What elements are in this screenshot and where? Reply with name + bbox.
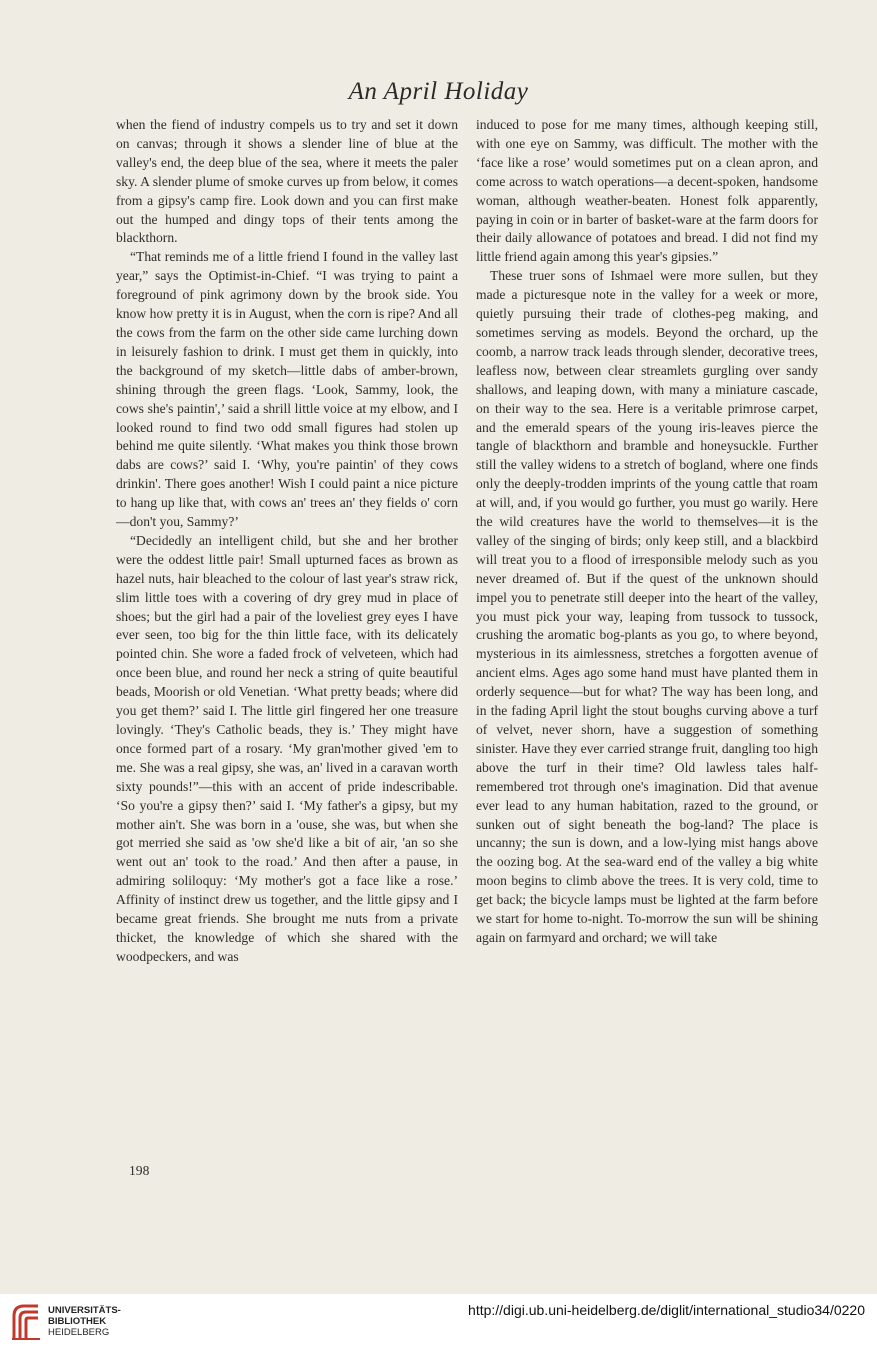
source-url-link[interactable]: http://digi.ub.uni-heidelberg.de/diglit/international_studio34/0220 xyxy=(468,1302,865,1318)
page-number: 198 xyxy=(129,1163,150,1178)
right-column xyxy=(476,116,818,948)
paragraph: These truer sons of Ishmael were more sullen, but they made a picturesque note in the valley for a week or more, quietly pursuing their trade of clothes-peg making, and sometimes serving as models. Beyond the orchard, up the coomb, a narrow track leads through slender, decorative trees, leafless now, between clear streamlets gurgling over sandy shallows, and leaping down, with many a miniature cascade, on their way to the sea. Here is a veritable primrose carpet, and the emerald spears of the young iris-leaves pierce the tangle of blackthorn and bramble and honeysuckle. Further still the valley widens to a stretch of bogland, where one finds only the deeply-trodden imprints of the young cattle that roam at will, and, if you would go further, you must go warily. Here the wild creatures have the world to themselves—it is the valley of the singing of birds; only keep still, and a blackbird will treat you to a flood of irresponsible melody such as you never dreamed of. But if the quest of the unknown should impel you to penetrate still deeper into the heart of the valley, you must pick your way, leaping from tussock to tussock, crushing the aromatic bog-plants as you go, to where beyond, mysterious in its aimlessness, stretches a forgotten avenue of ancient elms. Ages ago some hand must have planted them in orderly sequence—but for what? The way has been long, and in the fading April light the stout boughs curving above a turf of velvet, never shorn, have a suggestion of something sinister. Have they ever carried strange fruit, dangling too high above the turf in their time? Old lawless tales half-remembered trot through one's imagination. Did that avenue ever lead to any human habitation, razed to the ground, or sunken out of sight beneath the bog-land? The place is uncanny; the sun is down, and a low-lying mist hangs above the oozing bog. At the sea-ward end of the valley a big white moon begins to climb above the trees. It is very cold, time to get back; the bicycle lamps must be lighted at the farm before we start for home to-night. To-morrow the sun will be shining again on farmyard and orchard; we will take xyxy=(476,268,818,945)
paragraph: when the fiend of industry compels us to try and set it down on canvas; through it shows a slender line of blue at the valley's end, the deep blue of the sea, where it meets the paler sky. A slender plume of smoke curves up from below, it comes from a gipsy's camp fire. Look down and you can first make out the humped and dingy tops of their tents among the blackthorn. xyxy=(116,117,458,246)
running-title: An April Holiday xyxy=(348,78,529,105)
left-column xyxy=(116,116,458,967)
paragraph: induced to pose for me many times, although keeping still, with one eye on Sammy, was difficult. The mother with the ‘face like a rose’ would sometimes put on a clean apron, and come across to watch operations—a decent-spoken, handsome woman, although weather-beaten. Honest folk apparently, paying in coin or in barter of basket-ware at the farm doors for their daily allowance of potatoes and bread. I did not find my little friend again among this year's gipsies.” xyxy=(476,117,818,265)
library-name-line: BIBLIOTHEK xyxy=(48,1316,107,1327)
library-name-line: HEIDELBERG xyxy=(48,1327,110,1338)
heidelberg-library-logo-icon[interactable] xyxy=(10,1302,42,1342)
library-name-line: UNIVERSITÄTS- xyxy=(48,1305,121,1316)
paragraph: “That reminds me of a little friend I found in the valley last year,” says the Optimist-in-Chief. “I was trying to paint a foreground of pink agrimony down by the brook side. You know how pretty it is in August, when the corn is ripe? And all the cows from the farm on the other side came lurching down in leisurely fashion to drink. I must get them in quickly, into the background of my sketch—little dabs of amber-brown, shining through the green flags. ‘Look, Sammy, look, the cows she's paintin',’ said a shrill little voice at my elbow, and I looked round to find two odd small figures had stolen up behind me quite silently. ‘What makes you think those brown dabs are cows?’ said I. ‘Why, you're paintin' of they cows drinkin'. There goes another! Wish I could paint a nice picture to hang up like that, with cows an' trees an' they fields o' corn—don't you, Sammy?’ xyxy=(116,249,458,530)
footer-bar xyxy=(0,1294,877,1356)
paragraph: “Decidedly an intelligent child, but she and her brother were the oddest little pair! Small upturned faces as brown as hazel nuts, hair bleached to the colour of last year's straw rick, slim little toes with a covering of dry grey mud in place of shoes; but the girl had a pair of the loveliest grey eyes I have ever seen, too big for the thin little face, with its delicately pointed chin. She wore a faded frock of velveteen, which had once been blue, and round her neck a string of quite beautiful beads, Moorish or old Venetian. ‘What pretty beads; where did you get them?’ said I. The little girl fingered her one treasure lovingly. ‘They's Catholic beads, they is.’ They might have once formed part of a rosary. ‘My gran'mother gived 'em to me. She was a real gipsy, she was, an' lived in a caravan worth sixty pounds!”—this with an accent of pride indescribable. ‘So you're a gipsy then?’ said I. ‘My father's a gipsy, but my mother ain't. She was born in a 'ouse, she was, but when she got merried she said as 'ow she'd like a bit of air, 'an so she went out an' took to the road.’ And then after a pause, in admiring soliloquy: ‘My mother's got a face like a rose.’ Affinity of instinct drew us together, and the little gipsy and I became great friends. She brought me nuts from a private thicket, the knowledge of which she shared with the woodpeckers, and was xyxy=(116,532,458,964)
library-name xyxy=(48,1305,121,1338)
